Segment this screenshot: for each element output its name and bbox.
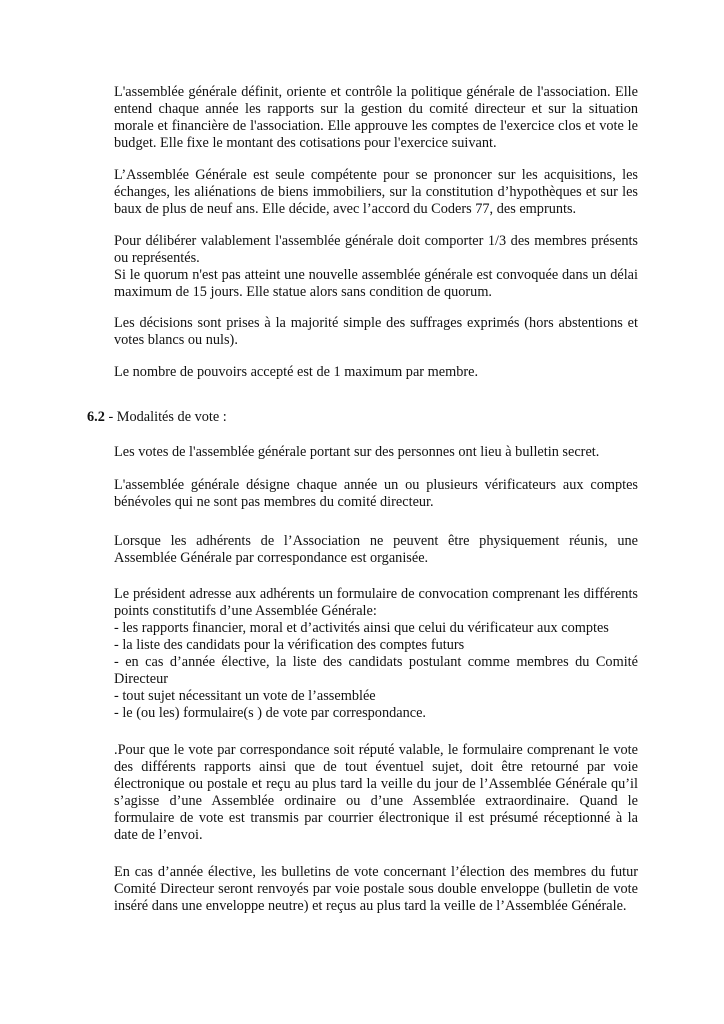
paragraph-text: Lorsque les adhérents de l’Association ne peuvent être physiquement réunis, une Assemblée Générale par correspondance est organisée.: [114, 533, 638, 566]
paragraph-general-assembly-role: [114, 84, 638, 152]
section-number: 6.2: [87, 409, 105, 425]
paragraph-text-quorum-rule: Pour délibérer valablement l'assemblée générale doit comporter 1/3 des membres présents ou représentés.: [114, 233, 638, 266]
paragraph-text: L'assemblée générale définit, oriente et contrôle la politique générale de l'association. Elle entend chaque année les rapports sur la gestion du comité directeur et sur la situation morale et financière de l'association. Elle approuve les comptes de l'exercice clos et vote le budget. Elle fixe le montant des cotisations pour l'exercice suivant.: [114, 84, 638, 151]
paragraph-decisions-majority: [114, 315, 638, 349]
paragraph-correspondence-validity: [114, 742, 638, 844]
paragraph-text: .Pour que le vote par correspondance soit réputé valable, le formulaire comprenant le vote des différents rapports ainsi que de tout éventuel sujet, doit être retourné par voie électronique ou postale et reçu au plus tard la veille du jour de l’Assemblée Générale qu’il s’agisse d’une Assemblée ordinaire ou d’une Assemblée extraordinaire. Quand le formulaire de vote est transmis par courrier électronique il est présumé réceptionné à la date de l’envoi.: [114, 742, 638, 843]
paragraph-elective-year-ballots: [114, 864, 638, 915]
section-title: - Modalités de vote :: [104, 409, 227, 425]
paragraph-auditors: [114, 477, 638, 511]
paragraph-text: Le nombre de pouvoirs accepté est de 1 maximum par membre.: [114, 364, 479, 380]
list-item-subjects-to-vote: - tout sujet nécessitant un vote de l’assemblée: [114, 688, 376, 704]
paragraph-correspondence-assembly: [114, 533, 638, 567]
paragraph-text: L'assemblée générale désigne chaque année un ou plusieurs vérificateurs aux comptes bénévoles qui ne sont pas membres du comité directeur.: [114, 477, 638, 510]
paragraph-proxies: [114, 364, 638, 381]
paragraph-text: En cas d’année élective, les bulletins de vote concernant l’élection des membres du futur Comité Directeur seront renvoyés par voie postale sous double enveloppe (bulletin de vote inséré dans une enveloppe neutre) et reçus au plus tard la veille de l’Assemblée Générale.: [114, 864, 638, 914]
paragraph-text: L’Assemblée Générale est seule compétente pour se prononcer sur les acquisitions, les échanges, les aliénations de biens immobiliers, sur la constitution d’hypothèques et sur les baux de plus de neuf ans. Elle décide, avec l’accord du Coders 77, des emprunts.: [114, 167, 638, 217]
paragraph-convocation-form: [114, 586, 638, 722]
paragraph-text: Les votes de l'assemblée générale portant sur des personnes ont lieu à bulletin secret.: [114, 444, 600, 460]
section-heading: [87, 409, 227, 426]
paragraph-text-intro: Le président adresse aux adhérents un formulaire de convocation comprenant les différents points constitutifs d’une Assemblée Générale:: [114, 586, 638, 619]
paragraph-text-quorum-not-reached: Si le quorum n'est pas atteint une nouvelle assemblée générale est convoquée dans un délai maximum de 15 jours. Elle statue alors sans condition de quorum.: [114, 267, 638, 300]
paragraph-quorum: [114, 233, 638, 301]
list-item-voting-forms: - le (ou les) formulaire(s ) de vote par correspondance.: [114, 705, 427, 721]
list-item-auditor-candidates: - la liste des candidats pour la vérification des comptes futurs: [114, 637, 465, 653]
paragraph-exclusive-competence: [114, 167, 638, 218]
paragraph-secret-ballot: [114, 444, 638, 461]
list-item-committee-candidates: - en cas d’année élective, la liste des candidats postulant comme membres du Comité Directeur: [114, 654, 638, 687]
paragraph-text: Les décisions sont prises à la majorité simple des suffrages exprimés (hors abstentions et votes blancs ou nuls).: [114, 315, 638, 348]
list-item-reports: - les rapports financier, moral et d’activités ainsi que celui du vérificateur aux comptes: [114, 620, 609, 636]
